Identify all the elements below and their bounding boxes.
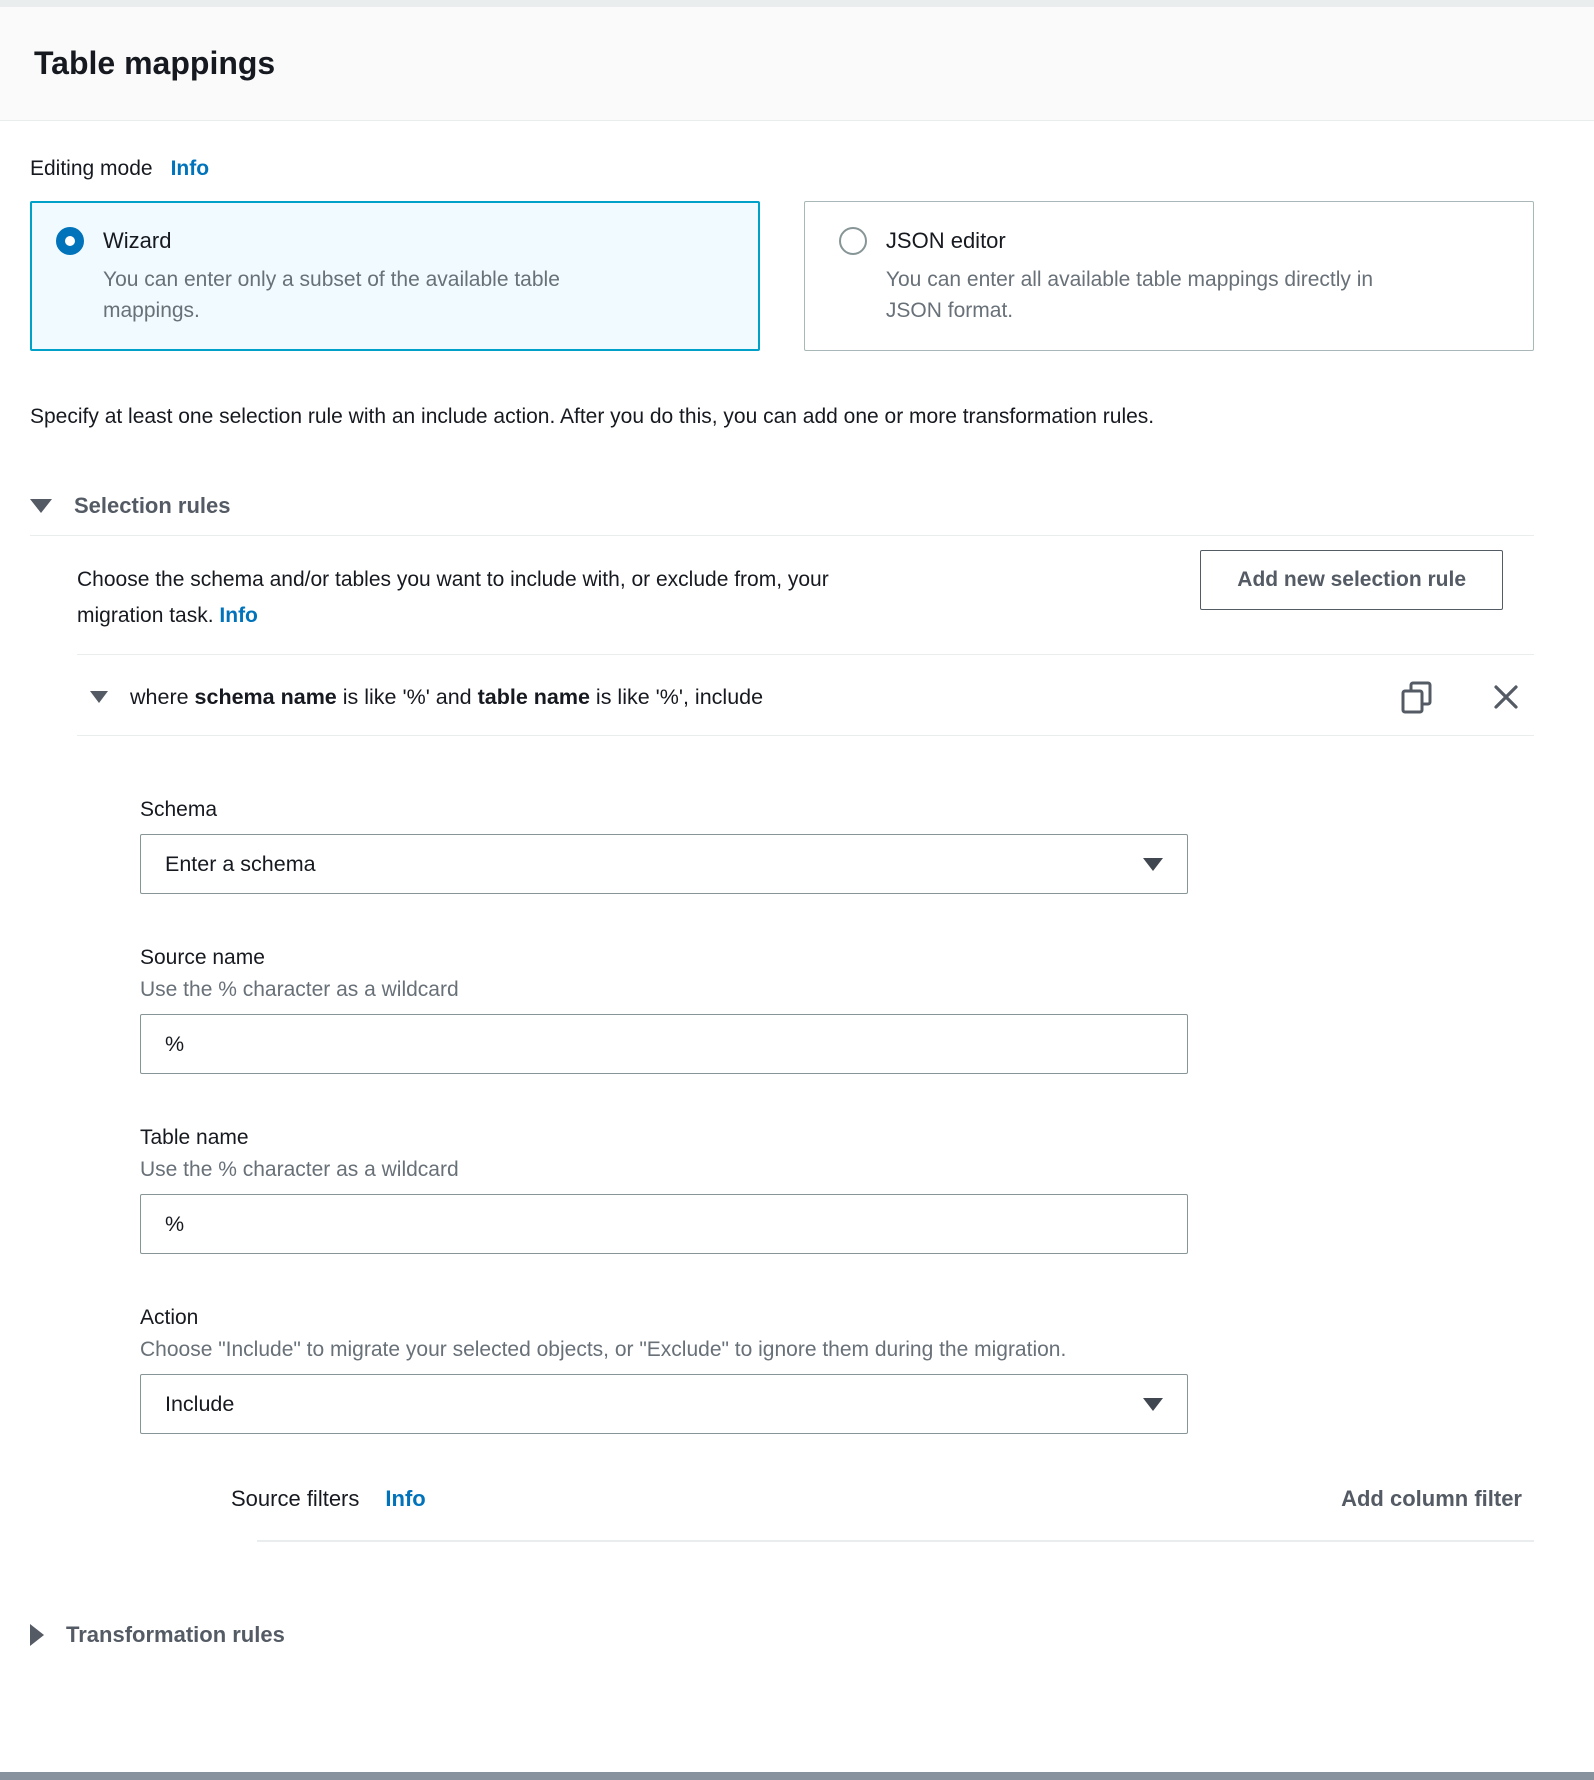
selection-rules-info-link[interactable]: Info — [219, 604, 258, 627]
schema-select[interactable] — [140, 834, 1188, 894]
schema-select-value: Enter a schema — [165, 851, 316, 876]
selection-rules-description — [77, 562, 907, 634]
page-title: Table mappings — [34, 45, 276, 81]
panel-header — [0, 7, 1594, 121]
source-filters-label: Source filters — [231, 1486, 360, 1511]
table-name-label: Table name — [140, 1126, 249, 1149]
schema-label: Schema — [140, 798, 218, 821]
editing-mode-options — [30, 201, 1534, 351]
source-filters-row — [30, 1486, 1534, 1512]
add-column-filter-button[interactable]: Add column filter — [1341, 1486, 1522, 1511]
json-editor-option-head — [839, 227, 1503, 255]
table-name-input[interactable] — [140, 1194, 1188, 1254]
action-select-value: Include — [165, 1391, 235, 1416]
bottom-bar — [0, 1772, 1594, 1780]
rule-actions — [1400, 679, 1522, 715]
editing-mode-label: Editing mode — [30, 157, 153, 180]
rule-summary — [130, 685, 763, 710]
radio-checked-icon[interactable] — [56, 227, 84, 255]
caret-down-icon — [30, 499, 52, 513]
source-name-hint: Use the % character as a wildcard — [140, 978, 459, 1001]
selection-rules-description-text: Choose the schema and/or tables you want to include with, or exclude from, your migration task. — [77, 568, 829, 627]
wizard-option-head — [56, 227, 728, 255]
wizard-option-title: Wizard — [103, 228, 172, 253]
chevron-down-icon — [1143, 858, 1163, 871]
add-selection-rule-button[interactable]: Add new selection rule — [1200, 550, 1503, 610]
editing-mode-option-wizard[interactable] — [30, 201, 760, 351]
editing-mode-info-link[interactable]: Info — [170, 157, 210, 180]
action-hint: Choose "Include" to migrate your selected objects, or "Exclude" to ignore them during the migration. — [140, 1338, 1067, 1361]
divider — [257, 1540, 1534, 1542]
copy-rule-icon[interactable] — [1400, 679, 1434, 715]
radio-unchecked-icon[interactable] — [839, 227, 867, 255]
rule-caret-down-icon[interactable] — [90, 691, 108, 703]
table-name-hint: Use the % character as a wildcard — [140, 1158, 459, 1181]
selection-rules-title: Selection rules — [74, 493, 231, 518]
rule-summary-part: where — [130, 684, 195, 709]
source-name-label: Source name — [140, 946, 265, 969]
divider — [30, 535, 1534, 536]
action-label: Action — [140, 1306, 199, 1329]
transformation-rules-expander[interactable] — [30, 1622, 1534, 1648]
rule-summary-schema: schema name — [194, 684, 337, 709]
source-filters-info-link[interactable]: Info — [385, 1486, 426, 1511]
selection-rule-fields — [30, 798, 1534, 1434]
selection-rules-section — [30, 493, 1534, 1542]
action-select[interactable] — [140, 1374, 1188, 1434]
intro-text: Specify at least one selection rule with an include action. After you do this, you can add one or more transformation rules. — [30, 405, 1155, 428]
transformation-rules-title: Transformation rules — [66, 1622, 285, 1647]
wizard-option-description: You can enter only a subset of the available table mappings. — [103, 268, 560, 322]
json-editor-option-description: You can enter all available table mappings directly in JSON format. — [885, 268, 1374, 322]
chevron-down-icon — [1143, 1398, 1163, 1411]
top-divider — [0, 0, 1594, 7]
selection-rules-expander[interactable] — [30, 493, 1534, 519]
rule-summary-table: table name — [477, 684, 590, 709]
table-mappings-panel — [0, 157, 1594, 1648]
selection-rule-header — [30, 679, 1534, 715]
json-editor-option-title: JSON editor — [885, 228, 1006, 253]
remove-rule-icon[interactable] — [1490, 681, 1522, 713]
rule-summary-part: is like '%', include — [589, 684, 764, 709]
rule-summary-part: is like '%' and — [336, 684, 478, 709]
divider — [77, 735, 1534, 736]
source-name-input[interactable] — [140, 1014, 1188, 1074]
divider — [77, 654, 1534, 655]
caret-right-icon — [30, 1624, 44, 1646]
editing-mode-option-json-editor[interactable] — [804, 201, 1534, 351]
editing-mode-row — [30, 157, 1534, 181]
selection-rules-description-row — [30, 562, 1534, 634]
